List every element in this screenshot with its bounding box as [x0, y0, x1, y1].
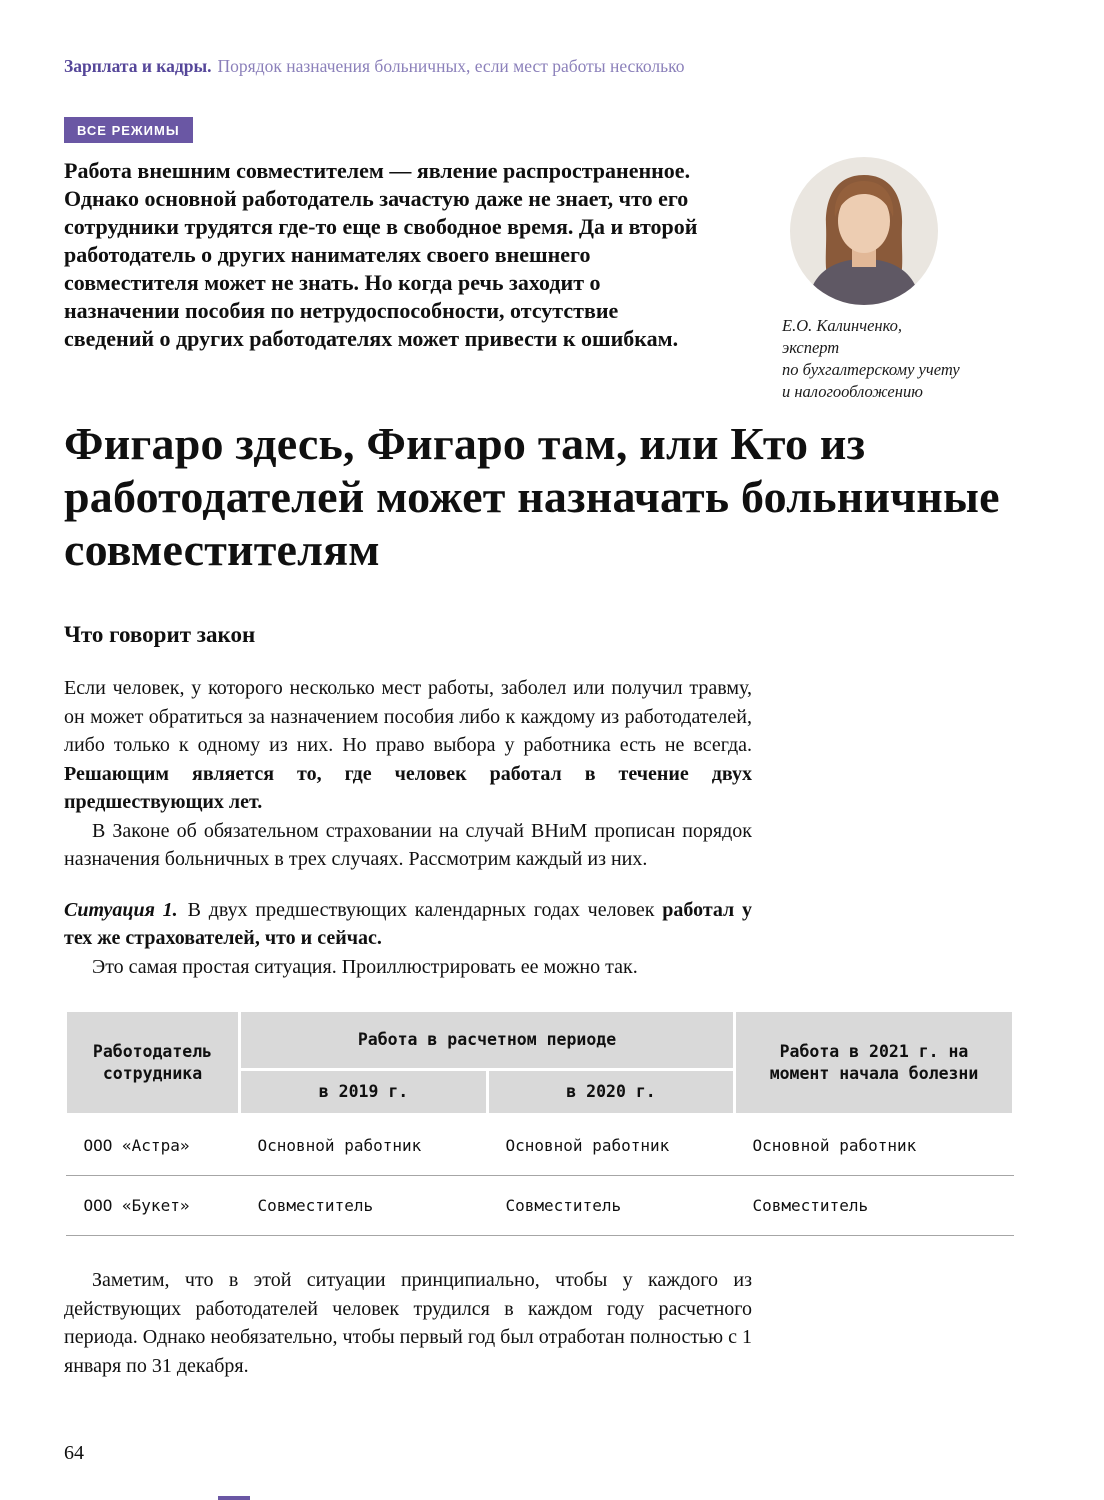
situation-table: [64, 1009, 1015, 1236]
table-cell: Совместитель: [488, 1176, 735, 1236]
column-header-2021: Работа в 2021 г. на момент начала болезни: [735, 1011, 1014, 1115]
table-row: [66, 1176, 1014, 1236]
column-header-2020: в 2020 г.: [488, 1070, 735, 1115]
author-caption: [782, 315, 1012, 403]
section-heading: Что говорит закон: [64, 622, 256, 647]
page-content: [64, 0, 1012, 1380]
paragraph-text: Если человек, у которого несколько мест работы, заболел или получил травму, он может обратиться за назначением пособия либо к каждому из работодателей, либо только к одному из них. Но право выбора у работника есть не всегда.: [64, 677, 752, 756]
table-cell: ООО «Букет»: [66, 1176, 240, 1236]
author-role-line: и налогообложению: [782, 382, 923, 401]
paragraph: [64, 674, 752, 817]
regime-badge: ВСЕ РЕЖИМЫ: [64, 117, 193, 143]
table-header-row: [66, 1011, 1014, 1070]
table-cell: Основной работник: [735, 1115, 1014, 1176]
table-row: [66, 1115, 1014, 1176]
table-cell: Совместитель: [735, 1176, 1014, 1236]
column-header-employer: Работодатель сотрудника: [66, 1011, 240, 1115]
table-cell: ООО «Астра»: [66, 1115, 240, 1176]
author-photo-image: [790, 157, 938, 305]
table-cell: Основной работник: [488, 1115, 735, 1176]
page-number: 64: [64, 1442, 84, 1464]
running-head: [64, 0, 1012, 77]
author-block: [782, 157, 1012, 403]
column-header-calc-period: Работа в расчетном периоде: [240, 1011, 735, 1070]
paragraph-emphasis: Решающим является то, где человек работал в течение двух предшествующих лет.: [64, 762, 752, 813]
paragraph-emphasis: работал у тех же страхователей, что и сейчас.: [64, 898, 753, 949]
lead-section: [64, 157, 1012, 403]
situation-paragraph: [64, 896, 752, 953]
column-header-2019: в 2019 г.: [240, 1070, 488, 1115]
author-role-line: по бухгалтерскому учету: [782, 360, 960, 379]
author-photo: [790, 157, 938, 305]
author-role-line: эксперт: [782, 338, 840, 357]
situation-label: Ситуация 1.: [64, 898, 178, 921]
article-title: Фигаро здесь, Фигаро там, или Кто из работодателей может назначать больничные совместителям: [64, 418, 1000, 575]
paragraph: Заметим, что в этой ситуации принципиально, чтобы у каждого из действующих работодателей человек трудился в каждом году расчетного периода. Однако необязательно, чтобы первый год был отработан полностью с 1 января по 31 декабря.: [64, 1269, 752, 1377]
lead-paragraph: Работа внешним совместителем — явление распространенное. Однако основной работодатель зачастую даже не знает, что его сотрудники трудятся где-то еще в свободное время. Да и второй работодатель о других нанимателях своего внешнего совместителя может не знать. Но когда речь заходит о назначении пособия по нетрудоспособности, отсутствие сведений о других работодателях может привести к ошибкам.: [64, 158, 698, 351]
article-reference: Порядок назначения больничных, если мест работы несколько: [217, 56, 685, 76]
table-cell: Совместитель: [240, 1176, 488, 1236]
paragraph-text: В двух предшествующих календарных годах человек: [187, 898, 663, 921]
page-bottom-mark: [218, 1496, 250, 1500]
table-cell: Основной работник: [240, 1115, 488, 1176]
author-name: Е.О. Калинченко,: [782, 316, 903, 335]
rubric-title: Зарплата и кадры.: [64, 56, 212, 76]
paragraph: Это самая простая ситуация. Проиллюстрировать ее можно так.: [92, 955, 638, 978]
paragraph: В Законе об обязательном страховании на случай ВНиМ прописан порядок назначения больничных в трех случаях. Рассмотрим каждый из них.: [64, 819, 752, 870]
